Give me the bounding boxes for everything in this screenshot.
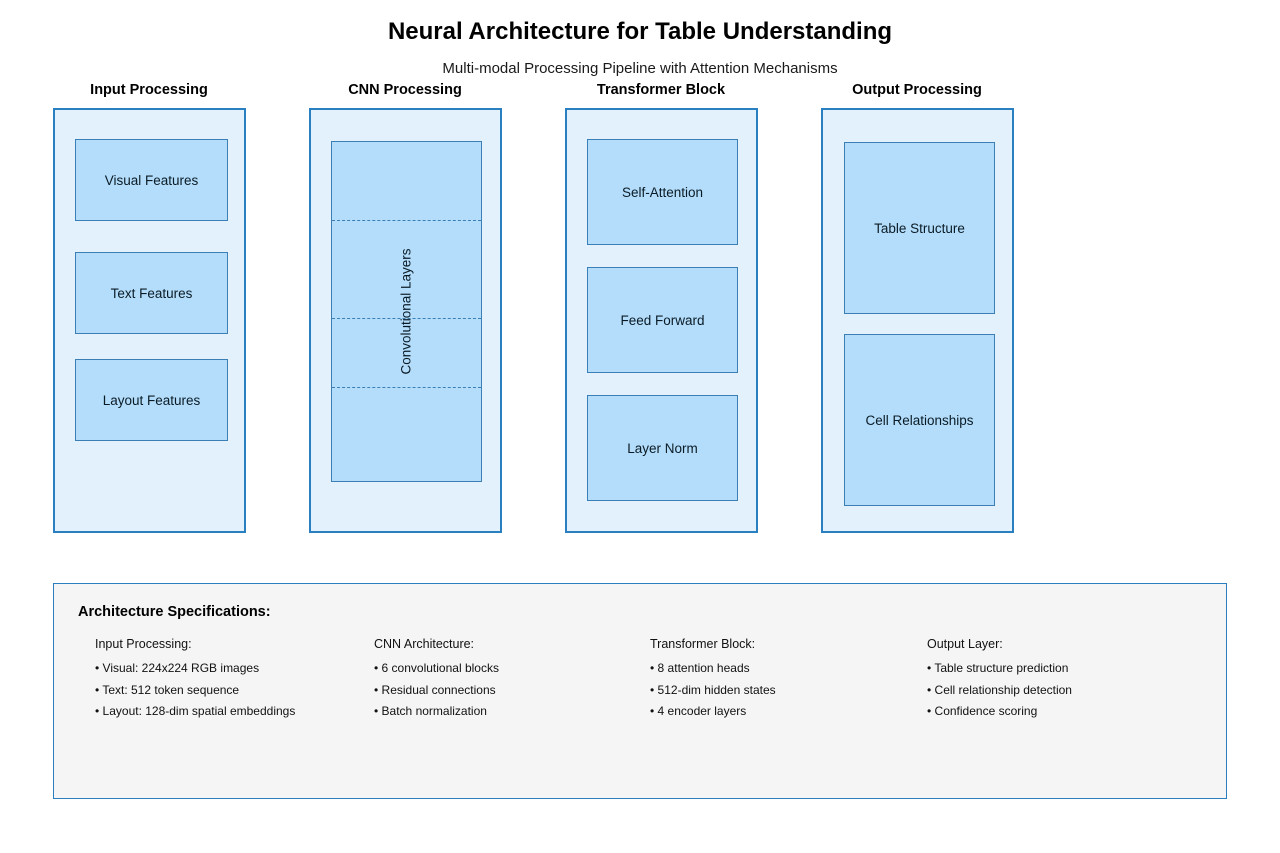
node-visual-features[interactable]: Visual Features — [75, 139, 228, 221]
stage-transformer-block — [565, 108, 758, 533]
stage-input-processing — [53, 108, 246, 533]
node-feed-forward[interactable]: Feed Forward — [587, 267, 738, 373]
spec-item: • 6 convolutional blocks — [374, 658, 499, 680]
spec-list-output — [927, 658, 1072, 723]
specs-title: Architecture Specifications: — [78, 604, 271, 620]
node-self-attention[interactable]: Self-Attention — [587, 139, 738, 245]
stage-title-output: Output Processing — [852, 82, 982, 98]
page-title: Neural Architecture for Table Understanding — [387, 18, 893, 45]
conv-label-text: Convolutional Layers — [398, 248, 414, 375]
node-layer-norm[interactable]: Layer Norm — [587, 395, 738, 501]
spec-list-transformer — [650, 658, 776, 723]
spec-item: • Layout: 128-dim spatial embeddings — [95, 701, 295, 723]
spec-column-output — [927, 637, 1072, 723]
node-text-features[interactable]: Text Features — [75, 252, 228, 334]
stage-output-processing — [821, 108, 1014, 533]
node-convolutional-layers[interactable] — [331, 141, 482, 482]
spec-item: • 512-dim hidden states — [650, 680, 776, 702]
spec-list-cnn — [374, 658, 499, 723]
spec-item: • Confidence scoring — [927, 701, 1072, 723]
spec-item: • 8 attention heads — [650, 658, 776, 680]
spec-list-input — [95, 658, 295, 723]
page-subtitle: Multi-modal Processing Pipeline with Attention Mechanisms — [442, 60, 838, 77]
spec-item: • Visual: 224x224 RGB images — [95, 658, 295, 680]
spec-item: • 4 encoder layers — [650, 701, 776, 723]
node-table-structure[interactable]: Table Structure — [844, 142, 995, 314]
stage-title-transformer: Transformer Block — [596, 82, 726, 98]
spec-item: • Batch normalization — [374, 701, 499, 723]
spec-column-input — [95, 637, 295, 723]
spec-column-cnn — [374, 637, 499, 723]
spec-item: • Residual connections — [374, 680, 499, 702]
stage-title-input: Input Processing — [90, 82, 208, 98]
architecture-specifications-panel — [53, 583, 1227, 799]
spec-heading-output: Output Layer: — [927, 637, 1003, 651]
stage-title-cnn: CNN Processing — [348, 82, 462, 98]
node-cell-relationships[interactable]: Cell Relationships — [844, 334, 995, 506]
node-layout-features[interactable]: Layout Features — [75, 359, 228, 441]
stage-cnn-processing — [309, 108, 502, 533]
spec-item: • Cell relationship detection — [927, 680, 1072, 702]
spec-column-transformer — [650, 637, 776, 723]
spec-item: • Table structure prediction — [927, 658, 1072, 680]
spec-item: • Text: 512 token sequence — [95, 680, 295, 702]
spec-heading-input: Input Processing: — [95, 637, 192, 651]
spec-heading-cnn: CNN Architecture: — [374, 637, 475, 651]
spec-heading-transformer: Transformer Block: — [650, 637, 756, 651]
conv-label — [332, 142, 481, 481]
